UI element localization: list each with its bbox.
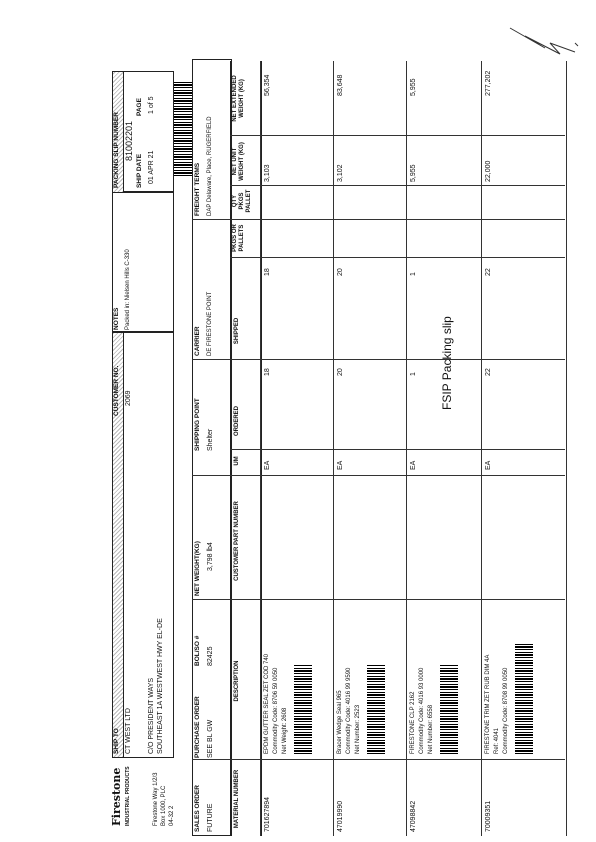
ship-to-label: SHIP TO bbox=[113, 728, 120, 754]
item-ext: 5,955 bbox=[410, 78, 417, 96]
item-shipped: 20 bbox=[337, 268, 344, 276]
bol-value: 82425 bbox=[207, 646, 214, 666]
col-customer-part: CUSTOMER PART NUMBER bbox=[234, 501, 240, 581]
notes-box bbox=[112, 191, 174, 333]
bol-label: BOL/SO # bbox=[194, 635, 201, 666]
item-material: 70009351 bbox=[485, 800, 492, 832]
freight-value: DAP Delaware, Place, RUGERFIELD bbox=[207, 116, 213, 216]
item-um: EA bbox=[410, 460, 417, 470]
item-desc-2: Ref: 4041 bbox=[494, 727, 500, 754]
item-shipped: 1 bbox=[410, 272, 417, 276]
packing-slip-value: 81002201 bbox=[124, 120, 134, 161]
item-material: 47098842 bbox=[410, 800, 417, 832]
item-desc-2: Commodity Code: 4016 93 0000 bbox=[419, 667, 425, 754]
company-sublogo: INDUSTRIAL PRODUCTS bbox=[125, 766, 131, 826]
ship-to-addr1: C/O PRESIDENT WAYS bbox=[148, 677, 155, 754]
sales-order-label: SALES ORDER bbox=[194, 785, 201, 832]
ship-date-label: SHIP DATE bbox=[136, 153, 143, 188]
col-net-ext: NET EXTENDED WEIGHT (KG) bbox=[232, 75, 245, 122]
item-desc-3: Net Weight: 2608 bbox=[282, 707, 288, 754]
item-qty: 22,000 bbox=[485, 160, 492, 182]
item-desc-3: Commodity Code: 8708 99 0050 bbox=[503, 667, 509, 754]
page-label: PAGE bbox=[136, 98, 143, 116]
net-weight-value: 3,798 lb4 bbox=[207, 542, 214, 571]
packing-slip-label: PACKING SLIP NUMBER bbox=[113, 112, 120, 188]
item-barcode bbox=[515, 644, 533, 754]
item-ext: 83,648 bbox=[337, 74, 344, 96]
company-address-3: 04-32 2 bbox=[169, 805, 175, 826]
carrier-value: DE FIRESTONE POINT bbox=[207, 291, 213, 356]
carrier-label: CARRIER bbox=[194, 326, 201, 356]
ship-to-value: CT WEST LTD bbox=[125, 708, 132, 754]
page-title: FSIP Packing slip bbox=[440, 316, 454, 410]
item-qty: 3,103 bbox=[264, 164, 271, 182]
header-barcode bbox=[174, 81, 192, 176]
col-qty: QTY PKGS PALLET bbox=[232, 189, 252, 213]
col-um: UM bbox=[234, 456, 240, 466]
item-material: 701627894 bbox=[264, 796, 271, 832]
item-ordered: 20 bbox=[337, 368, 344, 376]
customer-no-label: CUSTOMER NO. bbox=[113, 365, 120, 416]
company-logo: Firestone bbox=[110, 767, 123, 826]
item-shipped: 18 bbox=[264, 268, 271, 276]
item-desc-1: FIRESTONE TRIM ZET RUB DIM 4A bbox=[485, 654, 491, 754]
net-weight-label: NET WEIGHT(KG) bbox=[194, 541, 201, 596]
page-value: 1 of 5 bbox=[148, 96, 155, 114]
item-barcode bbox=[367, 664, 385, 754]
ship-date-value: 01 APR 21 bbox=[148, 150, 155, 184]
item-um: EA bbox=[337, 460, 344, 470]
shipping-point-value: Shelter bbox=[207, 428, 214, 451]
packing-slip-form bbox=[112, 61, 565, 836]
po-value: SEE BL GW bbox=[207, 719, 214, 758]
shipping-point-label: SHIPPING POINT bbox=[194, 398, 201, 451]
ship-to-addr2: SOUTHEAST 1A WESTWEST HWY EL-DE bbox=[157, 618, 164, 754]
item-qty: 5,955 bbox=[410, 164, 417, 182]
item-material: 47019990 bbox=[337, 800, 344, 832]
item-um: EA bbox=[264, 460, 271, 470]
item-desc-2: Commodity Code: 4016 99 9590 bbox=[346, 667, 352, 754]
item-desc-2: Commodity Code: 8706 59 0050 bbox=[273, 667, 279, 754]
item-desc-3: Net Number: 2523 bbox=[355, 704, 361, 754]
item-barcode bbox=[440, 664, 458, 754]
po-label: PURCHASE ORDER bbox=[194, 696, 201, 758]
notes-label: NOTES bbox=[113, 307, 120, 330]
item-ordered: 22 bbox=[485, 368, 492, 376]
col-ordered: ORDERED bbox=[234, 406, 240, 437]
item-desc-1: EPDM GUTTER SEAL ZET COD 740 bbox=[264, 653, 270, 754]
col-net-unit: NET UNIT WEIGHT (KG) bbox=[232, 142, 245, 181]
item-ext: 56,354 bbox=[264, 74, 271, 96]
item-desc-3: Net Number: 6558 bbox=[428, 704, 434, 754]
sales-order-value: FUTURE bbox=[207, 803, 214, 832]
col-shipped: SHIPPED bbox=[234, 317, 240, 345]
item-um: EA bbox=[485, 460, 492, 470]
col-pkgs: PKGS OR PALLETS bbox=[232, 224, 245, 252]
item-ext: 277,202 bbox=[485, 70, 492, 96]
company-address-1: Firestone Way 1/2/3 bbox=[153, 772, 159, 826]
item-barcode bbox=[294, 664, 312, 754]
item-desc-1: Bracer Wedge Seal 965 bbox=[337, 690, 343, 754]
item-shipped: 22 bbox=[485, 268, 492, 276]
col-description: DESCRIPTION bbox=[234, 660, 240, 702]
customer-no-value: 2069 bbox=[125, 390, 132, 406]
item-ordered: 1 bbox=[410, 372, 417, 376]
item-qty: 3,102 bbox=[337, 164, 344, 182]
company-address-2: Box 1000, PLC bbox=[161, 785, 167, 826]
notes-value: Packed in: Nielsen Hills C-330 bbox=[125, 249, 131, 330]
col-material: MATERIAL NUMBER bbox=[234, 769, 240, 829]
signature bbox=[505, 18, 585, 58]
item-ordered: 18 bbox=[264, 368, 271, 376]
freight-label: FREIGHT TERMS bbox=[194, 162, 201, 216]
item-desc-1: FIRESTONE CLP 2162 bbox=[410, 691, 416, 754]
